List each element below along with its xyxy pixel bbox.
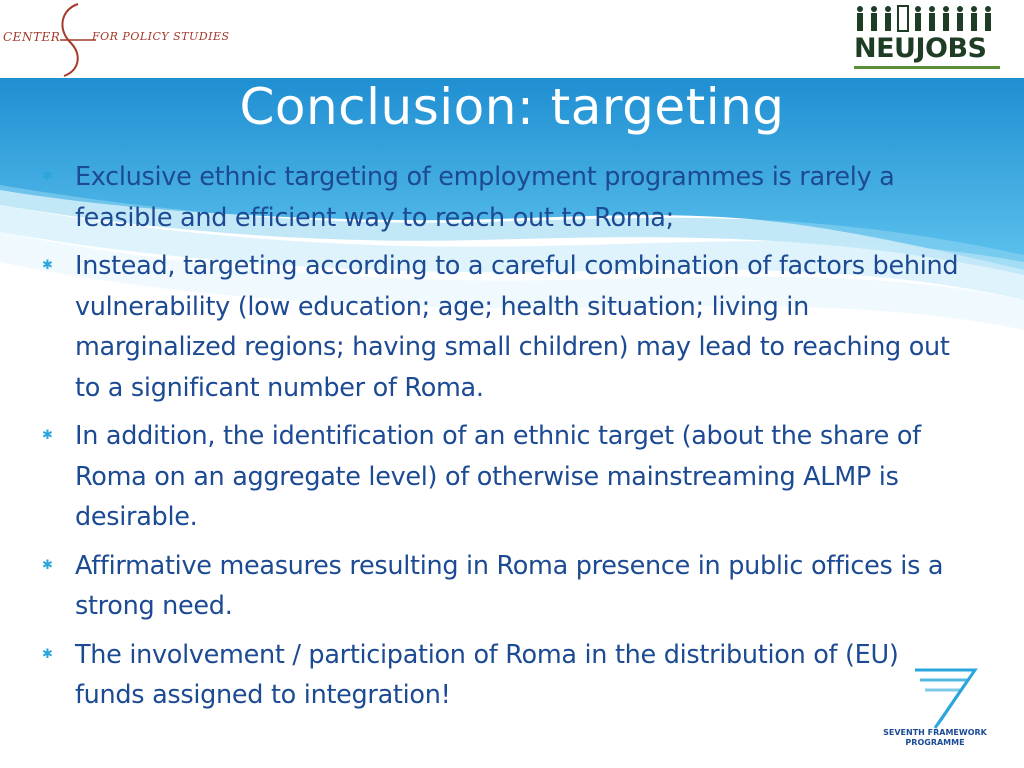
bullet-item (40, 157, 975, 238)
fp7-logo-icon (880, 660, 990, 730)
bullet-text: In addition, the identification of an ethnic target (about the share of Roma on an aggregate level) of otherwise mainstreaming ALMP is desirable. (75, 421, 921, 532)
bullet-item (40, 546, 975, 627)
cps-logo-text-right: FOR POLICY STUDIES (92, 30, 230, 43)
people-silhouettes-icon (854, 4, 1004, 34)
seventh-framework-programme-logo (880, 660, 990, 760)
bullet-item (40, 635, 975, 716)
bullet-star-icon: ✱ (42, 169, 53, 184)
bullet-star-icon: ✱ (42, 646, 53, 662)
bullet-item (40, 246, 975, 408)
bullet-list (40, 157, 975, 724)
bullet-text: Affirmative measures resulting in Roma presence in public offices is a strong need. (75, 550, 944, 621)
fp7-label-line1: SEVENTH FRAMEWORK (883, 728, 987, 737)
bullet-star-icon: ✱ (42, 258, 53, 273)
neujobs-logo (832, 0, 1024, 78)
bullet-star-icon: ✱ (42, 428, 53, 443)
center-for-policy-studies-logo (0, 0, 230, 78)
fp7-label-line2: PROGRAMME (905, 738, 965, 747)
bullet-item (40, 416, 975, 538)
cps-logo-text-left: CENTER (3, 30, 61, 44)
bullet-star-icon: ✱ (42, 557, 53, 573)
bullet-text: Instead, targeting according to a careful combination of factors behind vulnerability (low education; age; health situation; living in marginalized regions; having small children) may lead to reaching out to a significant number of Roma. (75, 251, 959, 403)
bullet-text: Exclusive ethnic targeting of employment programmes is rarely a feasible and efficient way to reach out to Roma; (75, 162, 895, 233)
fp7-label (880, 728, 990, 748)
slide-title: Conclusion: targeting (239, 78, 785, 136)
neujobs-logo-text: NEUJOBS (854, 33, 987, 64)
bullet-text: The involvement / participation of Roma in the distribution of (EU) funds assigned to integration! (75, 639, 899, 710)
neujobs-logo-bar (854, 66, 1000, 69)
